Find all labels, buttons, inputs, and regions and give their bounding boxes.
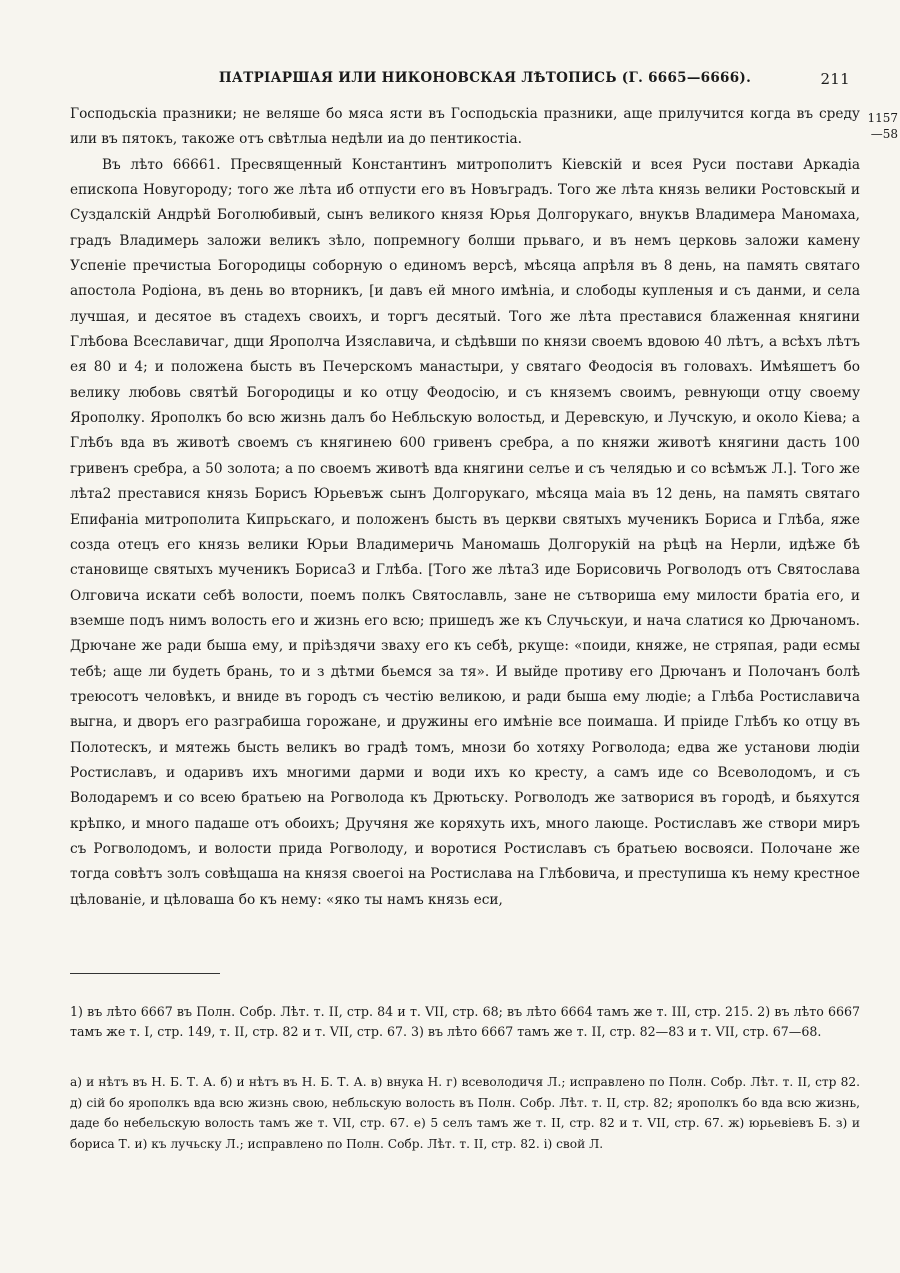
- lettered-footnotes-text: а) и нѣтъ въ Н. Б. Т. А. б) и нѣтъ въ Н. Б. Т. А. в) внука Н. г) всеволодичя Л.; исправлено по Полн. Собр. Лѣт. т. II, стр 82. д) сій бо ярополкъ вда всю жизнь свою, небльскую волость въ Полн. Собр. Лѣт. т. II, стр. 82; ярополкъ бо вда всю жизнь, даде бо небельскую волость тамъ же т. VII, стр. 67. е) 5 селъ тамъ же т. II, стр. 82 и т. VII, стр. 67. ж) юрьевіевъ Б. з) и бориса Т. и) къ лучьску Л.; исправлено по Полн. Собр. Лѣт. т. II, стр. 82. і) свой Л.: [70, 1075, 860, 1151]
- footnote-divider: [70, 973, 220, 974]
- document-page: [70, 70, 860, 1154]
- lettered-footnotes: [70, 1072, 860, 1154]
- running-header: [70, 70, 860, 96]
- page-title: ПАТРІАРШАЯ ИЛИ НИКОНОВСКАЯ ЛѢТОПИСЬ (Г. 6665—6666).: [218, 70, 752, 86]
- margin-year-top: 1157: [867, 111, 898, 125]
- numbered-footnotes-text: 1) въ лѣто 6667 въ Полн. Собр. Лѣт. т. II, стр. 84 и т. VII, стр. 68; въ лѣто 6664 тамъ же т. III, стр. 215. 2) въ лѣто 6667 тамъ же т. I, стр. 149, т. II, стр. 82 и т. VII, стр. 67. 3) въ лѣто 6667 тамъ же т. II, стр. 82—83 и т. VII, стр. 67—68.: [70, 1004, 860, 1039]
- margin-year: [858, 110, 898, 142]
- margin-year-bottom: —58: [870, 127, 898, 141]
- numbered-footnotes: [70, 1002, 860, 1042]
- paragraph-2: Въ лѣто 66661. Пресвященный Константинъ митрополитъ Кіевскій и всея Руси постави Аркадіа епископа Новугороду; того же лѣта иб отпусти его въ Новъградъ. Того же лѣта князь велики Ростовскый и Суздалскій Андрѣй Боголюбивый, сынъ великого князя Юрья Долгорукаго, внукъв Владимера Маномаха, градъ Владимерь заложи великъ зѣло, попремногу болши прьваго, и въ немъ церковь заложи камену Успеніе пречистыа Богородицы соборную о единомъ версѣ, мѣсяца апрѣля въ 8 день, на память святаго апостола Родіона, въ день во вторникъ, [и давъ ей много имѣніа, и слободы купленыя и съ данми, и села лучшая, и десятое въ стадехъ своихъ, и торгъ десятый. Того же лѣта преставися блаженная княгини Глѣбова Всеславичаг, дщи Ярополча Изяславича, и сѣдѣвши по князи своемъ вдовою 40 лѣтъ, а всѣхъ лѣтъ ея 80 и 4; и положена бысть въ Печерскомъ манастыри, у святаго Феодосія въ головахъ. Имѣяшетъ бо велику любовь святѣй Богородицы и ко отцу Феодосію, и съ княземъ своимъ, ревнующи отцу своему Ярополку. Ярополкъ бо всю жизнь далъ бо Небльскую волостьд, и Деревскую, и Лучскую, и около Кіева; а Глѣбъ вда въ животѣ своемъ съ княгинею 600 гривенъ сребра, а по княжи животѣ княгини дасть 100 гривенъ сребра, а 50 золота; а по своемъ животѣ вда княгини селъе и съ челядью и со всѣмъж Л.]. Того же лѣта2 преставися князь Борисъ Юрьевъж сынъ Долгорукаго, мѣсяца маіа въ 12 день, на память святаго Епифаніа митрополита Кипрьскаго, и положенъ бысть въ церкви святыхъ мученикъ Бориса и Глѣба, яже созда отецъ его князь велики Юрьи Владимеричь Маномашь Долгорукій на рѣцѣ на Нерли, идѣже бѣ становище святыхъ мученикъ Бориса3 и Глѣба. [Того же лѣта3 иде Борисовичь Рогволодъ отъ Святослава Олговича искати себѣ волости, поемъ полкъ Святославль, зане не сътвориша ему милости братіа его, и вземше подъ нимъ волость его и жизнь его всю; пришедъ же къ Случьскуи, и нача слатися ко Дрючаномъ. Дрючане же ради быша ему, и пріѣздячи зваху его къ себѣ, ркуще: «поиди, княже, не стряпая, ради есмы тебѣ; аще ли будеть брань, то и з дѣтми бьемся за тя». И выйде противу его Дрючанъ и Полочанъ болѣ треюсотъ человѣкъ, и вниде въ городъ съ честію великою, и ради быша ему людіе; а Глѣба Ростиславича выгна, и дворъ его разграбиша горожане, и дружины его имѣніе все поимаша. И пріиде Глѣбъ ко отцу въ Полотескъ, и мятежь бысть великъ во градѣ томъ, мнози бо хотяху Рогволода; едва же установи людіи Ростиславъ, и одаривъ ихъ многими дарми и води ихъ ко кресту, а самъ иде со Всеволодомъ, и съ Володаремъ и со всею братьею на Рогволода къ Дрютьску. Рогволодъ же затворися въ городѣ, и бьяхутся крѣпко, и много падаше отъ обоихъ; Дручяня же коряхуть ихъ, много лающе. Ростиславъ же створи миръ съ Рогволодомъ, и волости прида Рогволоду, и воротися Ростиславъ съ братьею восвояси. Полочане же тогда совѣтъ золъ совѣщаша на князя своегоі на Ростислава на Глѣбовича, и преступиша къ нему крестное цѣлованіе, и цѣловаша бо къ нему: «яко ты намъ князь еси,: [70, 156, 860, 908]
- main-text: [70, 102, 860, 913]
- page-number: 211: [820, 70, 850, 88]
- paragraph-1: Господьскіа празники; не веляше бо мяса ясти въ Господьскіа празники, аще прилучится когда въ среду или въ пятокъ, такоже отъ свѣтлыа недѣли иа до пентикостіа.: [70, 106, 860, 148]
